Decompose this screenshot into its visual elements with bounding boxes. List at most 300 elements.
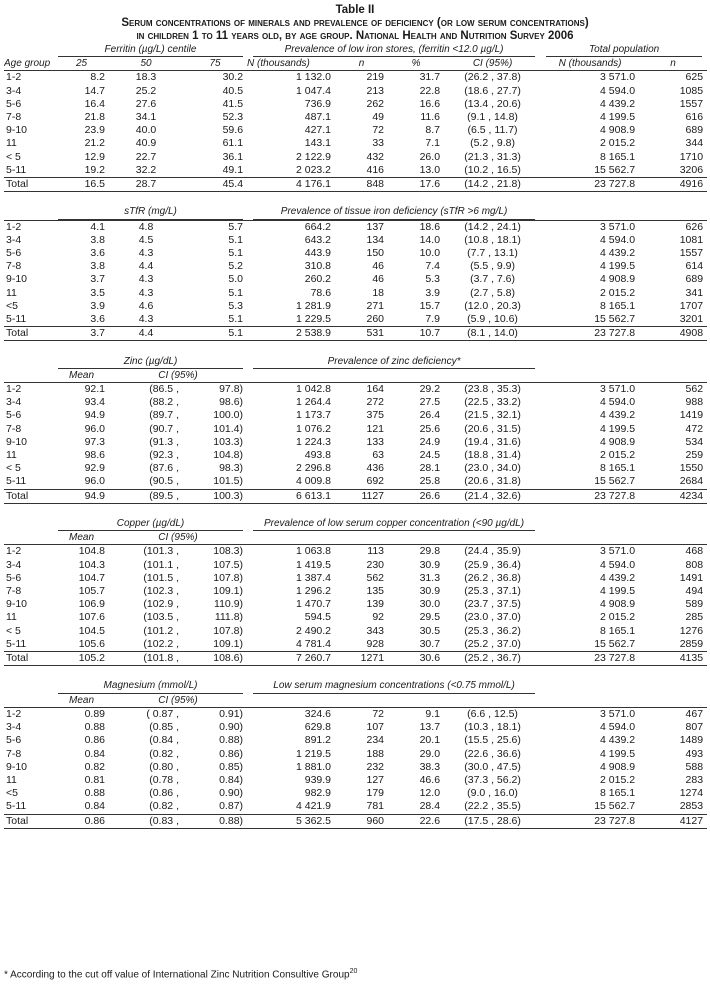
value-cell: (19.4 , 31.6) bbox=[464, 435, 521, 448]
value-cell: 259 bbox=[685, 449, 704, 462]
age-group-cell: Total bbox=[4, 489, 54, 503]
value-cell: 493.8 bbox=[304, 449, 332, 462]
age-group-cell: 7-8 bbox=[6, 260, 22, 273]
value-cell: (26.2 , 36.8) bbox=[464, 571, 521, 584]
group-header-row bbox=[4, 517, 707, 531]
value-cell: 7.9 bbox=[425, 313, 441, 326]
column-header: n bbox=[670, 58, 676, 70]
value-cell: 106.9 bbox=[78, 598, 105, 611]
table-row bbox=[4, 598, 707, 611]
value-cell: 3 571.0 bbox=[541, 707, 639, 721]
age-group-cell: 11 bbox=[6, 449, 17, 462]
age-group-cell: 11 bbox=[6, 286, 17, 299]
group-header-text: Prevalence of low serum copper concentration (<90 µg/dL) bbox=[253, 517, 535, 531]
value-cell: 33 bbox=[372, 137, 385, 150]
value-cell: 97.3 bbox=[84, 435, 105, 448]
table-row bbox=[4, 625, 707, 638]
value-cell: 4 199.5 bbox=[600, 260, 636, 273]
value-cell: 436 bbox=[366, 462, 385, 475]
value-cell: (25.2 , 36.7) bbox=[444, 652, 541, 666]
age-group-cell: Total bbox=[4, 327, 54, 341]
value-cell: 110.9) bbox=[214, 598, 244, 611]
value-cell: 1557 bbox=[679, 97, 704, 110]
value-cell: 16.6 bbox=[419, 97, 441, 110]
table-row bbox=[4, 85, 707, 98]
value-cell: (9.1 , 14.8) bbox=[467, 111, 518, 124]
value-cell: 143.1 bbox=[304, 137, 332, 150]
value-cell: 27.6 bbox=[135, 97, 157, 110]
value-cell: (9.0 , 16.0) bbox=[467, 787, 518, 800]
value-cell: 3 571.0 bbox=[541, 71, 639, 85]
value-cell: 988 bbox=[685, 396, 704, 409]
value-cell: 4 594.0 bbox=[600, 84, 636, 97]
value-cell: 1557 bbox=[679, 247, 704, 260]
value-cell: 1081 bbox=[679, 233, 704, 246]
value-cell: 133 bbox=[366, 435, 385, 448]
column-header-row bbox=[4, 369, 707, 383]
value-cell: 3.6 bbox=[90, 313, 105, 326]
value-cell: 3.7 bbox=[90, 273, 105, 286]
value-cell: (102.2 , bbox=[143, 637, 179, 650]
value-cell: 232 bbox=[366, 760, 385, 773]
age-group-cell: 3-4 bbox=[6, 396, 22, 409]
value-cell: 5.0 bbox=[228, 273, 244, 286]
column-header: % bbox=[411, 58, 421, 70]
group-header bbox=[54, 517, 247, 531]
table-row bbox=[4, 761, 707, 774]
value-cell: 0.81 bbox=[84, 773, 105, 786]
column-header: Mean bbox=[68, 694, 94, 706]
value-cell: (14.2 , 24.1) bbox=[444, 220, 541, 234]
table-row bbox=[4, 611, 707, 624]
value-cell: 1 063.8 bbox=[247, 545, 335, 559]
footnote bbox=[4, 968, 357, 980]
value-cell: 4.3 bbox=[138, 273, 154, 286]
value-cell: 9.1 bbox=[388, 707, 444, 721]
value-cell: 4.3 bbox=[138, 247, 154, 260]
value-cell: 14.0 bbox=[419, 233, 441, 246]
value-cell: (101.8 , bbox=[109, 652, 183, 666]
value-cell: (6.5 , 11.7) bbox=[467, 124, 518, 137]
column-header: n bbox=[358, 58, 365, 70]
spacer bbox=[4, 503, 707, 517]
value-cell: 4 439.2 bbox=[600, 571, 636, 584]
total-row bbox=[4, 814, 707, 828]
value-cell: 1085 bbox=[679, 84, 704, 97]
title-line-2: in children 1 to 11 years old, by age group. National Health and Nutrition Survey 2006 bbox=[136, 30, 574, 42]
value-cell: (0.80 , bbox=[149, 760, 179, 773]
spacer bbox=[4, 369, 54, 383]
value-cell: 614 bbox=[685, 260, 704, 273]
age-group-cell: 9-10 bbox=[6, 124, 28, 137]
value-cell: 4 908.9 bbox=[600, 598, 636, 611]
value-cell: 1271 bbox=[335, 652, 388, 666]
age-group-cell: 5-6 bbox=[6, 734, 22, 747]
value-cell: (20.6 , 31.8) bbox=[464, 475, 521, 488]
age-group-cell: 7-8 bbox=[6, 747, 22, 760]
value-cell: (17.5 , 28.6) bbox=[444, 814, 541, 828]
value-cell: 104.8) bbox=[213, 449, 244, 462]
value-cell: 664.2 bbox=[247, 220, 335, 234]
value-cell: 3 571.0 bbox=[541, 383, 639, 397]
value-cell: (101.5 , bbox=[143, 571, 179, 584]
value-cell: (5.9 , 10.6) bbox=[467, 313, 518, 326]
spacer bbox=[541, 355, 707, 369]
age-group-cell: 7-8 bbox=[6, 585, 22, 598]
table-row bbox=[4, 707, 707, 721]
value-cell: 98.6 bbox=[84, 449, 105, 462]
value-cell: 2684 bbox=[679, 475, 704, 488]
value-cell: (10.3 , 18.1) bbox=[464, 721, 521, 734]
age-group-cell: 5-6 bbox=[6, 97, 22, 110]
value-cell: 230 bbox=[366, 558, 385, 571]
value-cell: 1 281.9 bbox=[295, 299, 332, 312]
value-cell: 26.0 bbox=[419, 150, 441, 163]
value-cell: 38.3 bbox=[419, 760, 441, 773]
group-header bbox=[54, 679, 247, 693]
value-cell: 23 727.8 bbox=[541, 814, 639, 828]
value-cell: 25.6 bbox=[419, 422, 441, 435]
value-cell: 4 176.1 bbox=[247, 178, 335, 192]
value-cell: 0.89 bbox=[54, 707, 109, 721]
value-cell: 100.0) bbox=[213, 409, 244, 422]
value-cell: (0.85 , bbox=[149, 721, 179, 734]
value-cell: 105.6 bbox=[78, 637, 105, 650]
value-cell: 25.2 bbox=[135, 84, 157, 97]
group-header bbox=[247, 43, 541, 57]
value-cell: 1 042.8 bbox=[247, 383, 335, 397]
value-cell: 310.8 bbox=[304, 260, 332, 273]
value-cell: 23 727.8 bbox=[541, 489, 639, 503]
value-cell: 179 bbox=[366, 787, 385, 800]
table-row bbox=[4, 124, 707, 137]
value-cell: 0.84 bbox=[84, 747, 105, 760]
value-cell: 23.9 bbox=[84, 124, 105, 137]
value-cell: 6 613.1 bbox=[247, 489, 335, 503]
value-cell: 0.87) bbox=[219, 800, 244, 813]
value-cell: 113 bbox=[335, 545, 388, 559]
value-cell: 0.91) bbox=[183, 707, 247, 721]
group-header bbox=[54, 205, 247, 220]
value-cell: 4.4 bbox=[138, 260, 154, 273]
value-cell: 271 bbox=[366, 299, 385, 312]
value-cell: 4 199.5 bbox=[600, 585, 636, 598]
value-cell: 562 bbox=[639, 383, 707, 397]
value-cell: 105.7 bbox=[78, 585, 105, 598]
table-label: Table II bbox=[335, 4, 375, 16]
age-group-cell: 5-6 bbox=[6, 409, 22, 422]
value-cell: 4 594.0 bbox=[600, 233, 636, 246]
value-cell: 343 bbox=[366, 624, 385, 637]
age-group-cell: Total bbox=[4, 652, 54, 666]
value-cell: 531 bbox=[335, 327, 388, 341]
value-cell: 4 421.9 bbox=[295, 800, 332, 813]
value-cell: 262 bbox=[366, 97, 385, 110]
value-cell: 10.7 bbox=[388, 327, 444, 341]
column-header: N (thousands) bbox=[558, 58, 622, 70]
value-cell: 219 bbox=[335, 71, 388, 85]
value-cell: 15 562.7 bbox=[594, 800, 636, 813]
group-header-text: Ferritin (µg/L) centile bbox=[58, 43, 243, 57]
value-cell: 285 bbox=[685, 611, 704, 624]
value-cell: 0.85) bbox=[219, 760, 244, 773]
value-cell: 16.5 bbox=[54, 178, 109, 192]
group-header-row bbox=[4, 43, 707, 57]
value-cell: 52.3 bbox=[222, 111, 244, 124]
value-cell: (21.4 , 32.6) bbox=[444, 489, 541, 503]
value-cell: 982.9 bbox=[304, 787, 332, 800]
spacer bbox=[4, 531, 54, 545]
table-row bbox=[4, 383, 707, 397]
value-cell: 27.5 bbox=[419, 396, 441, 409]
value-cell: 108.3) bbox=[183, 545, 247, 559]
value-cell: 107 bbox=[366, 721, 385, 734]
value-cell: 1 076.2 bbox=[295, 422, 332, 435]
table-row bbox=[4, 273, 707, 286]
value-cell: 24.9 bbox=[419, 435, 441, 448]
value-cell: 30.0 bbox=[419, 598, 441, 611]
value-cell: 8 165.1 bbox=[600, 462, 636, 475]
value-cell: 2 015.2 bbox=[600, 611, 636, 624]
value-cell: 1 173.7 bbox=[295, 409, 332, 422]
table-row bbox=[4, 449, 707, 462]
value-cell: 3201 bbox=[679, 313, 704, 326]
value-cell: 97.8) bbox=[183, 383, 247, 397]
value-cell: 30.9 bbox=[419, 585, 441, 598]
age-group-cell: 3-4 bbox=[6, 558, 22, 571]
value-cell: 45.4 bbox=[183, 178, 247, 192]
value-cell: 4 594.0 bbox=[600, 396, 636, 409]
value-cell: (102.3 , bbox=[143, 585, 179, 598]
value-cell: (3.7 , 7.6) bbox=[470, 273, 516, 286]
value-cell: (15.5 , 25.6) bbox=[464, 734, 521, 747]
group-header-text: Zinc (µg/dL) bbox=[58, 355, 243, 369]
value-cell: 4 594.0 bbox=[600, 721, 636, 734]
value-cell: 2 538.9 bbox=[247, 327, 335, 341]
value-cell: 1419 bbox=[679, 409, 704, 422]
value-cell: 2 296.8 bbox=[295, 462, 332, 475]
value-cell: 40.0 bbox=[135, 124, 157, 137]
value-cell: 2 015.2 bbox=[600, 286, 636, 299]
value-cell: 1 387.4 bbox=[295, 571, 332, 584]
value-cell: 4 781.4 bbox=[295, 637, 332, 650]
column-header-row bbox=[4, 57, 707, 71]
value-cell: 3.8 bbox=[90, 260, 105, 273]
value-cell: 4.4 bbox=[109, 327, 183, 341]
value-cell: 107.8) bbox=[213, 624, 244, 637]
value-cell: 49 bbox=[372, 111, 385, 124]
value-cell: 93.4 bbox=[84, 396, 105, 409]
value-cell: 1707 bbox=[679, 299, 704, 312]
age-group-cell: <5 bbox=[6, 299, 18, 312]
table-row bbox=[4, 151, 707, 164]
value-cell: 0.84 bbox=[84, 800, 105, 813]
value-cell: 0.82 bbox=[84, 760, 105, 773]
section-gap bbox=[4, 666, 707, 680]
column-header: CI (95%) bbox=[158, 532, 198, 544]
value-cell: (18.8 , 31.4) bbox=[464, 449, 521, 462]
value-cell: (22.5 , 33.2) bbox=[464, 396, 521, 409]
value-cell: (23.0 , 37.0) bbox=[464, 611, 521, 624]
age-group-cell: 5-11 bbox=[6, 475, 27, 488]
value-cell: 1127 bbox=[335, 489, 388, 503]
value-cell: 4 908.9 bbox=[600, 273, 636, 286]
value-cell: (101.3 , bbox=[109, 545, 183, 559]
value-cell: 127 bbox=[366, 773, 385, 786]
value-cell: 30.7 bbox=[419, 637, 441, 650]
value-cell: 3 571.0 bbox=[541, 220, 639, 234]
value-cell: 5.7 bbox=[183, 220, 247, 234]
table-row bbox=[4, 137, 707, 150]
age-group-cell: 5-11 bbox=[6, 163, 27, 176]
value-cell: 891.2 bbox=[304, 734, 332, 747]
value-cell: 629.8 bbox=[304, 721, 332, 734]
value-cell: 2853 bbox=[679, 800, 704, 813]
age-group-cell: < 5 bbox=[6, 462, 21, 475]
value-cell: 5.1 bbox=[228, 233, 244, 246]
footnote-ref: 20 bbox=[349, 968, 358, 975]
value-cell: 689 bbox=[685, 124, 704, 137]
value-cell: 109.1) bbox=[213, 585, 244, 598]
value-cell: 416 bbox=[366, 163, 385, 176]
value-cell: 20.1 bbox=[419, 734, 441, 747]
value-cell: 4234 bbox=[639, 489, 707, 503]
value-cell: (0.78 , bbox=[149, 773, 179, 786]
value-cell: (88.2 , bbox=[149, 396, 179, 409]
value-cell: 11.6 bbox=[420, 111, 441, 124]
age-group-cell: 5-11 bbox=[6, 313, 27, 326]
value-cell: (21.5 , 32.1) bbox=[464, 409, 521, 422]
value-cell: (18.6 , 27.7) bbox=[464, 84, 521, 97]
value-cell: 3206 bbox=[679, 163, 704, 176]
value-cell: 4.5 bbox=[138, 233, 154, 246]
value-cell: 19.2 bbox=[84, 163, 105, 176]
value-cell: 31.3 bbox=[419, 571, 441, 584]
value-cell: (23.0 , 34.0) bbox=[464, 462, 521, 475]
value-cell: 4 594.0 bbox=[600, 558, 636, 571]
value-cell: 2 490.2 bbox=[295, 624, 332, 637]
value-cell: (25.9 , 36.4) bbox=[464, 558, 521, 571]
value-cell: 22.6 bbox=[388, 814, 444, 828]
value-cell: 61.1 bbox=[222, 137, 244, 150]
value-cell: 848 bbox=[335, 178, 388, 192]
value-cell: 5.1 bbox=[228, 247, 244, 260]
table-row bbox=[4, 409, 707, 422]
value-cell: 72 bbox=[372, 124, 385, 137]
value-cell: 5 362.5 bbox=[247, 814, 335, 828]
age-group-cell: 11 bbox=[6, 137, 17, 150]
value-cell: 7.1 bbox=[425, 137, 441, 150]
value-cell: 104.7 bbox=[78, 571, 105, 584]
value-cell: (89.7 , bbox=[149, 409, 179, 422]
value-cell: 30.9 bbox=[419, 558, 441, 571]
total-row bbox=[4, 178, 707, 192]
value-cell: (26.2 , 37.8) bbox=[444, 71, 541, 85]
table-row bbox=[4, 748, 707, 761]
value-cell: (10.8 , 18.1) bbox=[464, 233, 521, 246]
value-cell: 34.1 bbox=[135, 111, 157, 124]
value-cell: 928 bbox=[366, 637, 385, 650]
table-row bbox=[4, 71, 707, 85]
column-header: CI (95%) bbox=[158, 694, 198, 706]
value-cell: (89.5 , bbox=[109, 489, 183, 503]
value-cell: 616 bbox=[685, 111, 704, 124]
value-cell: 21.8 bbox=[84, 111, 105, 124]
value-cell: 4 908.9 bbox=[600, 760, 636, 773]
value-cell: 493 bbox=[685, 747, 704, 760]
value-cell: (91.3 , bbox=[149, 435, 179, 448]
value-cell: 2 015.2 bbox=[600, 137, 636, 150]
spacer bbox=[4, 355, 54, 369]
value-cell: 0.90) bbox=[219, 787, 244, 800]
spacer bbox=[247, 694, 707, 708]
value-cell: 3.7 bbox=[54, 327, 109, 341]
table-row bbox=[4, 164, 707, 178]
value-cell: 4.3 bbox=[138, 313, 154, 326]
value-cell: 5.2 bbox=[228, 260, 244, 273]
value-cell: (0.86 , bbox=[149, 787, 179, 800]
value-cell: 15 562.7 bbox=[594, 475, 636, 488]
value-cell: (13.4 , 20.6) bbox=[464, 97, 521, 110]
value-cell: 427.1 bbox=[304, 124, 332, 137]
value-cell: 2 023.2 bbox=[295, 163, 332, 176]
value-cell: 272 bbox=[366, 396, 385, 409]
value-cell: 4 199.5 bbox=[600, 422, 636, 435]
value-cell: 0.88) bbox=[219, 734, 244, 747]
value-cell: 341 bbox=[685, 286, 704, 299]
value-cell: 28.1 bbox=[419, 462, 441, 475]
value-cell: 5.3 bbox=[425, 273, 441, 286]
value-cell: 18.6 bbox=[388, 220, 444, 234]
value-cell: (21.3 , 31.3) bbox=[464, 150, 521, 163]
value-cell: (12.0 , 20.3) bbox=[464, 299, 521, 312]
age-group-cell: 5-11 bbox=[6, 800, 27, 813]
value-cell: 4 908.9 bbox=[600, 124, 636, 137]
value-cell: 2 015.2 bbox=[600, 449, 636, 462]
value-cell: (0.83 , bbox=[109, 814, 183, 828]
value-cell: 0.90) bbox=[219, 721, 244, 734]
value-cell: 4 199.5 bbox=[600, 747, 636, 760]
value-cell: 29.5 bbox=[419, 611, 441, 624]
age-group-cell: 9-10 bbox=[6, 598, 28, 611]
value-cell: 0.88 bbox=[84, 787, 105, 800]
section-gap bbox=[4, 503, 707, 517]
value-cell: 4 439.2 bbox=[600, 409, 636, 422]
value-cell: (101.2 , bbox=[143, 624, 179, 637]
value-cell: 15 562.7 bbox=[594, 637, 636, 650]
value-cell: 109.1) bbox=[213, 637, 244, 650]
group-header bbox=[247, 517, 541, 531]
group-header-row bbox=[4, 205, 707, 220]
group-header bbox=[247, 355, 541, 369]
value-cell: 22.7 bbox=[135, 150, 157, 163]
value-cell: 0.86 bbox=[54, 814, 109, 828]
value-cell: 1276 bbox=[679, 624, 704, 637]
value-cell: (2.7 , 5.8) bbox=[470, 286, 516, 299]
value-cell: 3.8 bbox=[90, 233, 105, 246]
value-cell: 92.1 bbox=[54, 383, 109, 397]
value-cell: (92.3 , bbox=[149, 449, 179, 462]
column-header-row bbox=[4, 694, 707, 708]
value-cell: 98.3) bbox=[219, 462, 244, 475]
value-cell: 3 571.0 bbox=[541, 545, 639, 559]
value-cell: 46.6 bbox=[419, 773, 441, 786]
group-header-text: Magnesium (mmol/L) bbox=[58, 679, 243, 693]
value-cell: 18 bbox=[372, 286, 385, 299]
value-cell: 111.8) bbox=[214, 611, 244, 624]
title-line-1: Serum concentrations of minerals and prevalence of deficiency (or low serum concentrations) bbox=[121, 17, 589, 29]
value-cell: 30.2 bbox=[183, 71, 247, 85]
